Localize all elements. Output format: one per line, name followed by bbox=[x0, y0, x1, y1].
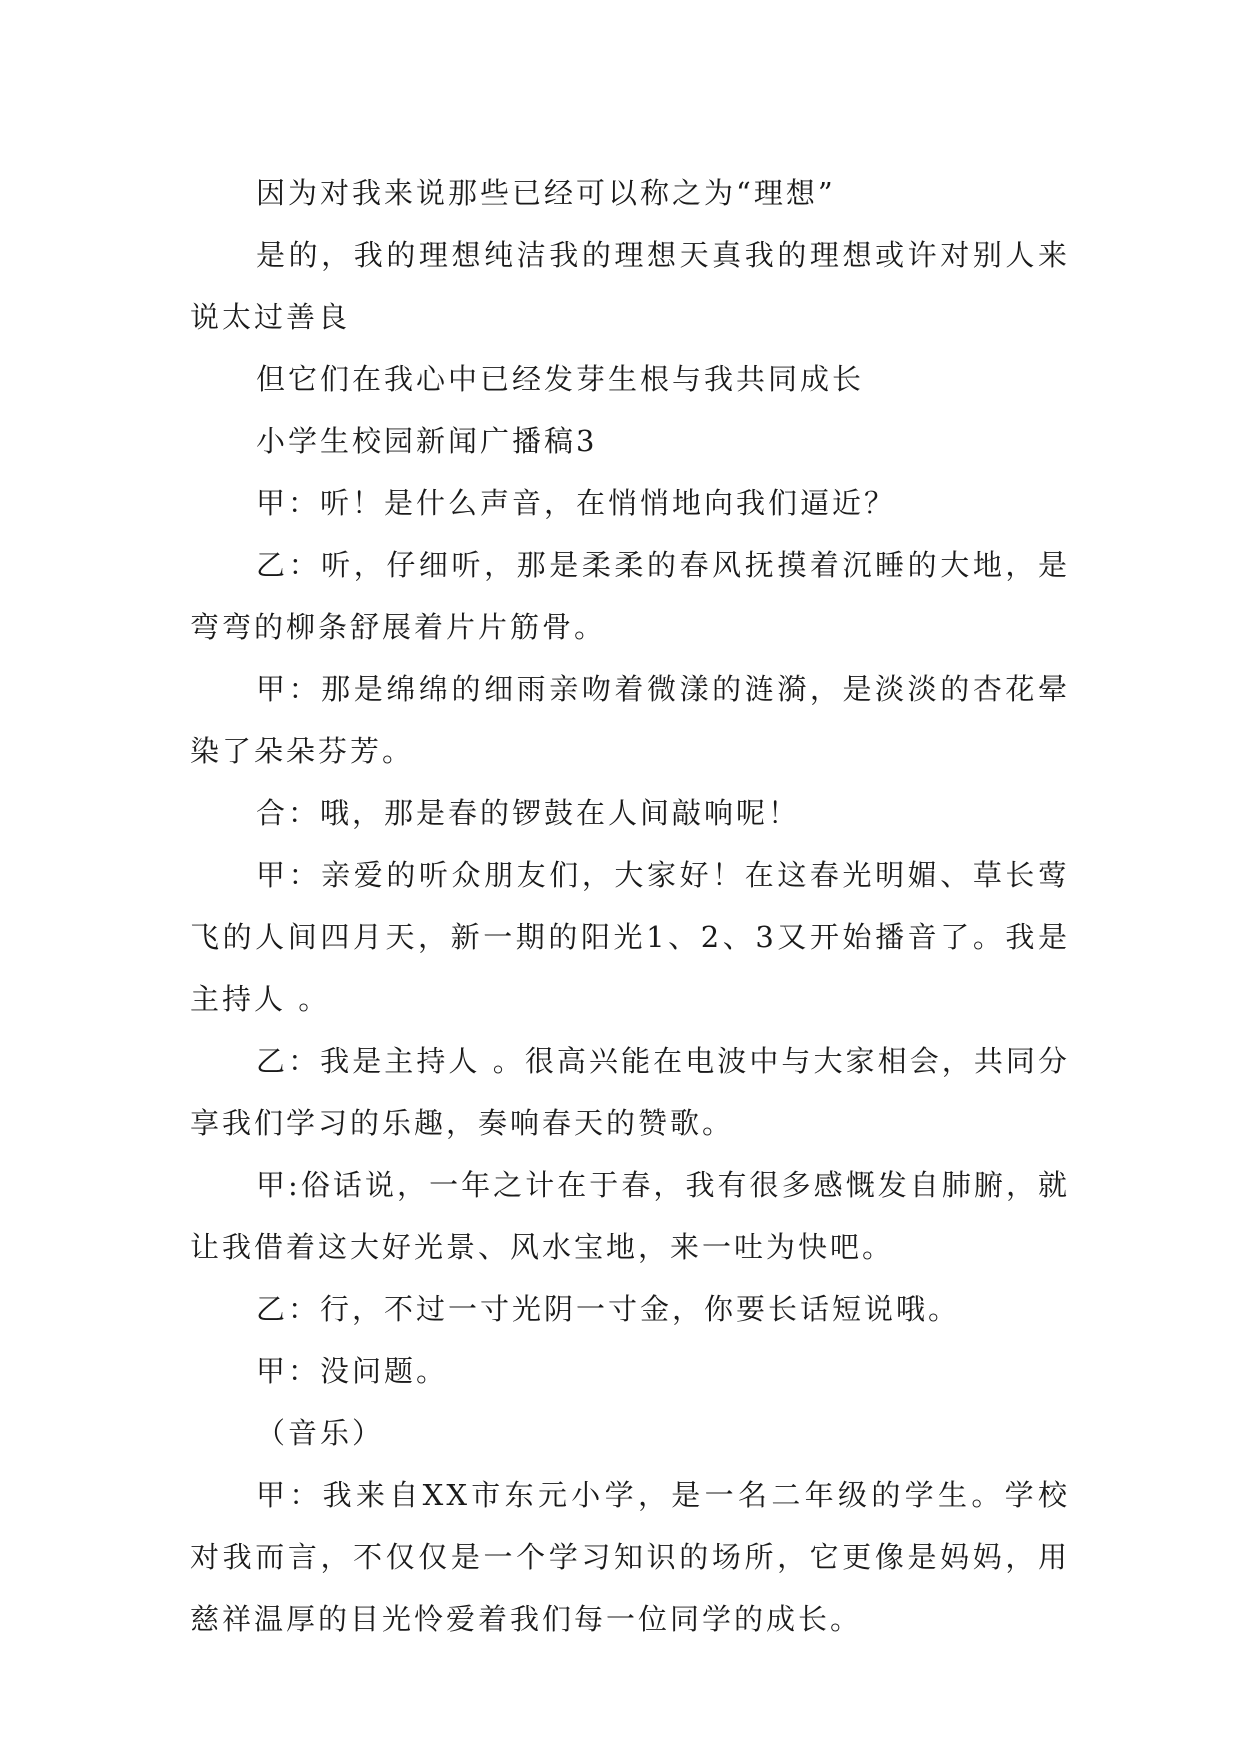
paragraph: 甲:俗话说，一年之计在于春，我有很多感慨发自肺腑，就让我借着这大好光景、风水宝地，来一吐为快吧。 bbox=[190, 1168, 1070, 1264]
paragraph: 甲：我来自XX市东元小学，是一名二年级的学生。学校对我而言，不仅仅是一个学习知识的场所，它更像是妈妈，用慈祥温厚的目光怜爱着我们每一位同学的成长。 bbox=[190, 1478, 1070, 1636]
paragraph: 乙：我是主持人 。很高兴能在电波中与大家相会，共同分享我们学习的乐趣，奏响春天的赞歌。 bbox=[190, 1044, 1070, 1140]
paragraph: 甲：亲爱的听众朋友们，大家好！在这春光明媚、草长莺飞的人间四月天，新一期的阳光1、2、3又开始播音了。我是主持人 。 bbox=[190, 858, 1070, 1016]
paragraph: 因为对我来说那些已经可以称之为“理想” bbox=[256, 176, 836, 210]
paragraph: 甲：听！是什么声音，在悄悄地向我们逼近？ bbox=[256, 486, 897, 520]
paragraph: 但它们在我心中已经发芽生根与我共同成长 bbox=[256, 362, 865, 396]
paragraph: 甲：那是绵绵的细雨亲吻着微漾的涟漪，是淡淡的杏花晕染了朵朵芬芳。 bbox=[190, 672, 1070, 768]
paragraph: 是的，我的理想纯洁我的理想天真我的理想或许对别人来说太过善良 bbox=[190, 238, 1070, 334]
document-body bbox=[190, 162, 1070, 1650]
paragraph: 乙：听，仔细听，那是柔柔的春风抚摸着沉睡的大地，是弯弯的柳条舒展着片片筋骨。 bbox=[190, 548, 1070, 644]
paragraph: 甲：没问题。 bbox=[256, 1354, 449, 1388]
paragraph: 乙：行，不过一寸光阴一寸金，你要长话短说哦。 bbox=[256, 1292, 961, 1326]
stage-direction: （音乐） bbox=[256, 1416, 385, 1450]
paragraph: 合：哦，那是春的锣鼓在人间敲响呢！ bbox=[256, 796, 801, 830]
section-heading: 小学生校园新闻广播稿3 bbox=[256, 424, 598, 458]
